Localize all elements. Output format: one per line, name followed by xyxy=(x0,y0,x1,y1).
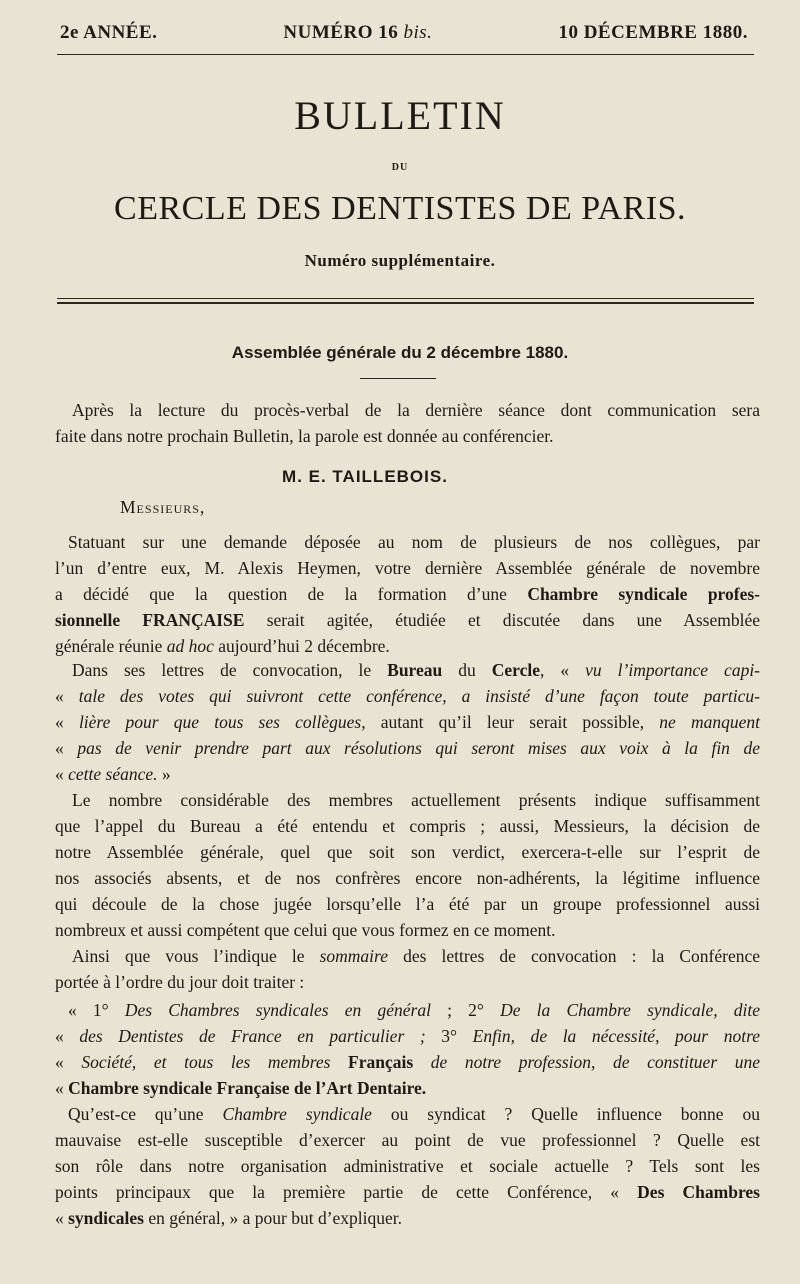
text-run: faite dans notre prochain Bulletin, la parole est donnée au conférencier. xyxy=(55,426,554,446)
text-run: Enfin, de la nécessité, pour notre xyxy=(472,1026,761,1046)
text-run: Chambre syndicale profes- xyxy=(527,584,760,604)
text-run: cette séance. xyxy=(68,764,158,784)
body-line xyxy=(72,398,760,422)
bulletin-header xyxy=(60,22,748,44)
text-run: Dans ses lettres de convocation, le xyxy=(72,660,388,680)
text-run: que l’appel du Bureau a été entendu et compris ; aussi, Messieurs, la décision de xyxy=(55,816,760,836)
text-run: M. E. TAILLEBOIS. xyxy=(282,467,448,486)
text-run: son rôle dans notre organisation administrative et sociale actuelle ? Tels sont les xyxy=(55,1156,760,1176)
quote-line xyxy=(55,1050,760,1074)
text-run: pas de venir prendre part aux résolutions qui seront mises aux voix à la fin de xyxy=(77,738,761,758)
quote-line xyxy=(55,1024,760,1048)
text-run: de notre profession, de constituer une xyxy=(413,1052,760,1072)
text-run: des Dentistes de France en particulier ; xyxy=(79,1026,426,1046)
text-run: ne manquent xyxy=(659,712,760,732)
double-rule-bottom xyxy=(57,302,754,304)
text-run: « xyxy=(55,764,69,784)
text-run: Messieurs, xyxy=(120,497,206,517)
text-run: 3° xyxy=(425,1026,473,1046)
issue-number: NUMÉRO 16 bis. xyxy=(283,22,433,43)
text-run: a décidé que la question de la formation d’une xyxy=(55,584,528,604)
text-run: Après la lecture du procès-verbal de la dernière séance dont communication sera xyxy=(72,400,760,420)
text-run: Français xyxy=(348,1052,414,1072)
body-line xyxy=(55,892,760,916)
text-run: tale des votes qui suivront cette conférence, a insisté d’une façon toute particu- xyxy=(78,686,760,706)
text-run: « xyxy=(55,1078,69,1098)
masthead-title: BULLETIN xyxy=(294,93,506,138)
text-run: autant qu’il leur serait possible, xyxy=(365,712,660,732)
text-run: « xyxy=(55,712,79,732)
body-line xyxy=(55,634,760,658)
body-line xyxy=(55,424,760,448)
quote-line xyxy=(55,1076,760,1100)
text-run: Chambre syndicale Française de l’Art Dentaire. xyxy=(68,1078,427,1098)
body-line xyxy=(55,556,760,580)
text-run: ; 2° xyxy=(430,1000,501,1020)
text-run: « xyxy=(55,1208,69,1228)
body-line xyxy=(55,840,760,864)
body-line xyxy=(55,1180,760,1204)
text-run: serait agitée, étudiée et discutée dans une Assemblée xyxy=(244,610,760,630)
masthead-du: DU xyxy=(391,162,409,173)
masthead-subtitle: CERCLE DES DENTISTES DE PARIS. xyxy=(114,190,686,227)
text-run: vu l’importance capi- xyxy=(585,660,761,680)
double-rule-top xyxy=(57,298,754,299)
text-run: des lettres de convocation : la Conférence xyxy=(387,946,760,966)
quote-line xyxy=(68,998,760,1022)
text-run: « xyxy=(55,686,79,706)
section-rule xyxy=(360,378,436,379)
body-line xyxy=(72,788,760,812)
body-line xyxy=(68,530,760,554)
body-line xyxy=(55,1128,760,1152)
quote-line xyxy=(55,684,760,708)
text-run: portée à l’ordre du jour doit traiter : xyxy=(55,972,305,992)
text-run: sionnelle FRANÇAISE xyxy=(55,610,245,630)
body-line xyxy=(72,944,760,968)
text-run: en général, » a pour but d’expliquer. xyxy=(143,1208,403,1228)
text-run: lière pour que tous ses collègues, xyxy=(78,712,366,732)
text-run: « 1° xyxy=(68,1000,125,1020)
text-run: Cercle xyxy=(491,660,541,680)
text-run: Société, et tous les membres xyxy=(81,1052,349,1072)
text-run: points principaux que la première partie de cette Conférence, « xyxy=(55,1182,638,1202)
text-run: nombreux et aussi compétent que celui que vous formez en ce moment. xyxy=(55,920,556,940)
text-run: Statuant sur une demande déposée au nom de plusieurs de nos collègues, par xyxy=(68,532,760,552)
text-run: ad hoc xyxy=(166,636,214,656)
text-run: , « xyxy=(540,660,586,680)
text-run: Des Chambres xyxy=(637,1182,760,1202)
quote-line xyxy=(55,710,760,734)
body-line xyxy=(55,866,760,890)
quote-line xyxy=(55,762,760,786)
text-run: « xyxy=(55,738,78,758)
text-run: Bureau xyxy=(387,660,443,680)
body-line xyxy=(55,1154,760,1178)
body-line xyxy=(68,1102,760,1126)
body-line xyxy=(55,1206,760,1230)
text-run: qui découle de la chose jugée lorsqu’elle l’a été par un groupe professionnel aussi xyxy=(55,894,760,914)
text-run: Des Chambres syndicales en général xyxy=(124,1000,431,1020)
section-title: Assemblée générale du 2 décembre 1880. xyxy=(231,343,569,362)
text-run: Le nombre considérable des membres actuellement présents indique suffisamment xyxy=(72,790,760,810)
body-line xyxy=(55,582,760,606)
quote-line xyxy=(55,736,760,760)
text-run: « xyxy=(55,1052,82,1072)
text-run: aujourd’hui 2 décembre. xyxy=(213,636,390,656)
text-run: De la Chambre syndicale, dite xyxy=(500,1000,760,1020)
salutation xyxy=(120,495,420,519)
text-run: notre Assemblée générale, quel que soit son verdict, exercera-t-elle sur l’esprit de xyxy=(55,842,760,862)
text-run: ou syndicat ? Quelle influence bonne ou xyxy=(371,1104,760,1124)
body-line xyxy=(55,918,760,942)
header-rule xyxy=(57,54,754,55)
text-run: l’un d’entre eux, M. Alexis Heymen, votre dernière Assemblée générale de novembre xyxy=(55,558,760,578)
text-run: Chambre syndicale xyxy=(222,1104,372,1124)
body-line xyxy=(55,970,760,994)
speaker-name xyxy=(0,465,730,489)
supplement-label: Numéro supplémentaire. xyxy=(304,251,496,270)
text-run: générale réunie xyxy=(55,636,167,656)
text-run: » xyxy=(157,764,171,784)
body-line xyxy=(55,608,760,632)
text-run: Qu’est-ce qu’une xyxy=(68,1104,223,1124)
issue-date: 10 DÉCEMBRE 1880. xyxy=(558,22,748,43)
body-line xyxy=(55,814,760,838)
text-run: mauvaise est-elle susceptible d’exercer au point de vue professionnel ? Quelle est xyxy=(55,1130,760,1150)
text-run: nos associés absents, et de nos confrères encore non-adhérents, la légitime influence xyxy=(55,868,760,888)
body-line xyxy=(72,658,760,682)
text-run: sommaire xyxy=(319,946,388,966)
text-run: « xyxy=(55,1026,80,1046)
year-label: 2e ANNÉE. xyxy=(60,22,158,43)
text-run: syndicales xyxy=(68,1208,144,1228)
text-run: du xyxy=(442,660,492,680)
text-run: Ainsi que vous l’indique le xyxy=(72,946,320,966)
issue-suffix: bis. xyxy=(403,22,433,43)
